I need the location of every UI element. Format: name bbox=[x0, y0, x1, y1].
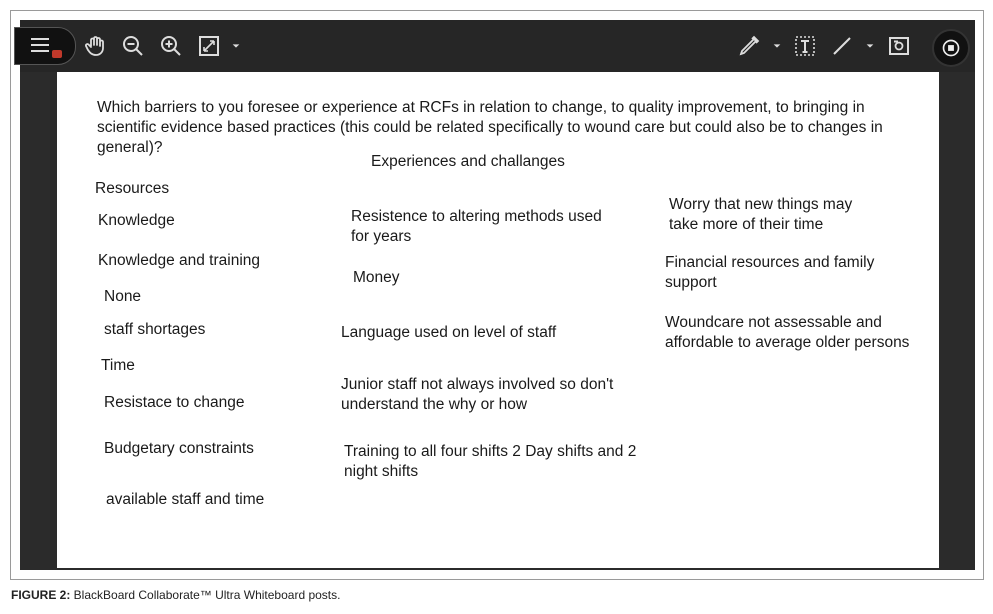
caption-text: BlackBoard Collaborate™ Ultra Whiteboard posts. bbox=[70, 588, 341, 602]
hand-icon bbox=[84, 34, 108, 58]
fit-screen-button[interactable] bbox=[196, 33, 222, 59]
chevron-down-icon bbox=[231, 41, 241, 51]
line-dropdown[interactable] bbox=[862, 33, 878, 59]
figure-caption bbox=[11, 588, 340, 602]
post-note: Resistence to altering methods used bbox=[351, 208, 602, 225]
post-note: Financial resources and family bbox=[665, 254, 875, 271]
post-note: support bbox=[665, 274, 717, 291]
zoom-out-icon bbox=[121, 34, 145, 58]
whiteboard-canvas[interactable] bbox=[57, 72, 939, 568]
zoom-in-button[interactable] bbox=[158, 33, 184, 59]
whiteboard-app bbox=[20, 20, 975, 570]
post-note: Woundcare not assessable and bbox=[665, 314, 882, 331]
pen-icon bbox=[737, 34, 761, 58]
column-heading: Experiences and challanges bbox=[371, 153, 565, 170]
image-tool-button[interactable] bbox=[886, 33, 912, 59]
text-icon bbox=[793, 34, 817, 58]
post-note: Worry that new things may bbox=[669, 196, 853, 213]
line-icon bbox=[830, 34, 854, 58]
zoom-in-icon bbox=[159, 34, 183, 58]
post-note: None bbox=[104, 288, 142, 305]
view-dropdown[interactable] bbox=[228, 33, 244, 59]
post-note: staff shortages bbox=[104, 321, 206, 338]
caption-label: FIGURE 2: bbox=[11, 588, 71, 602]
line-tool-button[interactable] bbox=[829, 33, 855, 59]
toolbar bbox=[20, 20, 975, 72]
post-note: Resistace to change bbox=[104, 394, 245, 411]
post-note: Money bbox=[353, 269, 400, 286]
post-note: Knowledge bbox=[98, 212, 175, 229]
menu-icon bbox=[31, 37, 51, 53]
stop-icon bbox=[941, 38, 961, 58]
fit-screen-icon bbox=[197, 34, 221, 58]
post-note: Training to all four shifts 2 Day shifts and 2 bbox=[344, 443, 637, 460]
post-note: night shifts bbox=[344, 463, 419, 480]
post-note: understand the why or how bbox=[341, 396, 528, 413]
zoom-out-button[interactable] bbox=[120, 33, 146, 59]
post-note: available staff and time bbox=[106, 491, 265, 508]
board-question: Which barriers to you foresee or experience at RCFs in relation to change, to quality improvement, to bringing in scientific evidence based practices (this could be related specifically to wound care but could also be to changes in general)? bbox=[97, 99, 883, 156]
chevron-down-icon bbox=[865, 41, 875, 51]
post-note: Time bbox=[101, 357, 135, 374]
post-note: Junior staff not always involved so don't bbox=[341, 376, 614, 393]
pen-dropdown[interactable] bbox=[769, 33, 785, 59]
hand-tool-button[interactable] bbox=[83, 33, 109, 59]
post-note: Knowledge and training bbox=[98, 252, 261, 269]
post-note: for years bbox=[351, 228, 412, 245]
post-note: Language used on level of staff bbox=[341, 324, 557, 341]
post-note: affordable to average older persons bbox=[665, 334, 910, 351]
notification-badge bbox=[52, 50, 62, 58]
text-tool-button[interactable] bbox=[792, 33, 818, 59]
post-note: Budgetary constraints bbox=[104, 440, 254, 457]
image-icon bbox=[887, 34, 911, 58]
resources-heading: Resources bbox=[95, 180, 170, 197]
chevron-down-icon bbox=[772, 41, 782, 51]
stop-sharing-button[interactable] bbox=[932, 29, 970, 67]
post-note: take more of their time bbox=[669, 216, 824, 233]
menu-button[interactable] bbox=[14, 27, 76, 65]
pen-tool-button[interactable] bbox=[736, 33, 762, 59]
